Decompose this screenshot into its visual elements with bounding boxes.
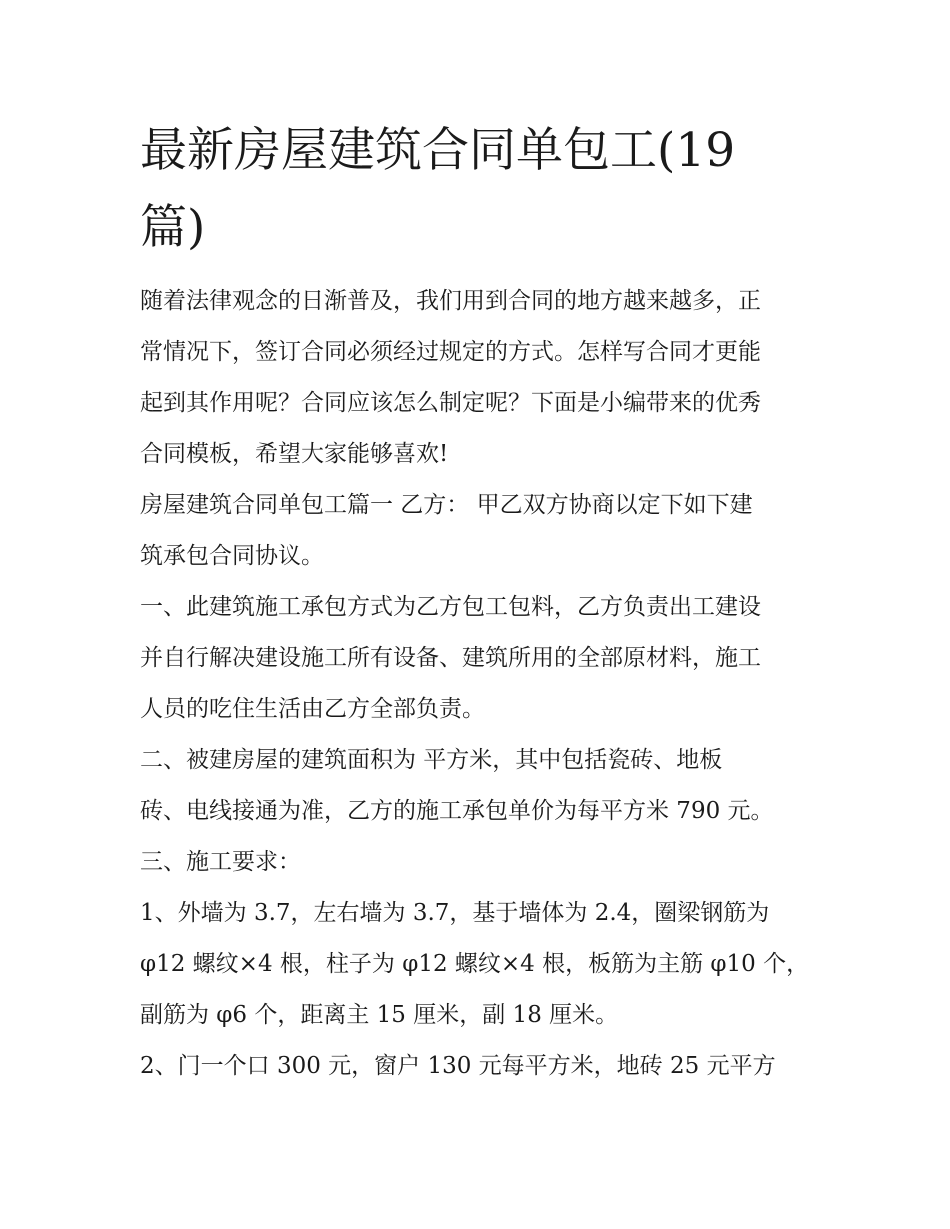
body-line: 人员的吃住生活由乙方全部负责。 xyxy=(140,696,485,722)
body-line: 起到其作用呢？合同应该怎么制定呢？下面是小编带来的优秀 xyxy=(140,390,761,416)
body-line: 砖、电线接通为准，乙方的施工承包单价为每平方米 790 元。 xyxy=(140,798,774,824)
body-line: 2、门一个口 300 元，窗户 130 元每平方米，地砖 25 元平方 xyxy=(140,1053,776,1079)
body-line: 副筋为 φ6 个，距离主 15 厘米，副 18 厘米。 xyxy=(140,1002,619,1028)
body-line: 1、外墙为 3.7，左右墙为 3.7，基于墙体为 2.4，圈梁钢筋为 xyxy=(140,900,770,926)
body-line: 合同模板，希望大家能够喜欢! xyxy=(140,441,449,467)
body-line: 并自行解决建设施工所有设备、建筑所用的全部原材料，施工 xyxy=(140,645,761,671)
body-line: 筑承包合同协议。 xyxy=(140,543,324,569)
body-line: φ12 螺纹×4 根，柱子为 φ12 螺纹×4 根，板筋为主筋 φ10 个， xyxy=(140,951,810,977)
document-body xyxy=(140,276,820,1092)
body-line: 二、被建房屋的建筑面积为 平方米，其中包括瓷砖、地板 xyxy=(140,747,723,773)
body-line: 三、施工要求： xyxy=(140,849,301,875)
body-line: 随着法律观念的日渐普及，我们用到合同的地方越来越多，正 xyxy=(140,288,761,314)
title-line-2: 篇) xyxy=(140,200,206,255)
document-title xyxy=(140,112,820,266)
title-line-1: 最新房屋建筑合同单包工(19 xyxy=(140,123,736,178)
body-line: 房屋建筑合同单包工篇一 乙方： 甲乙双方协商以定下如下建 xyxy=(140,492,753,518)
body-line: 常情况下，签订合同必须经过规定的方式。怎样写合同才更能 xyxy=(140,339,761,365)
body-line: 一、此建筑施工承包方式为乙方包工包料，乙方负责出工建设 xyxy=(140,594,761,620)
